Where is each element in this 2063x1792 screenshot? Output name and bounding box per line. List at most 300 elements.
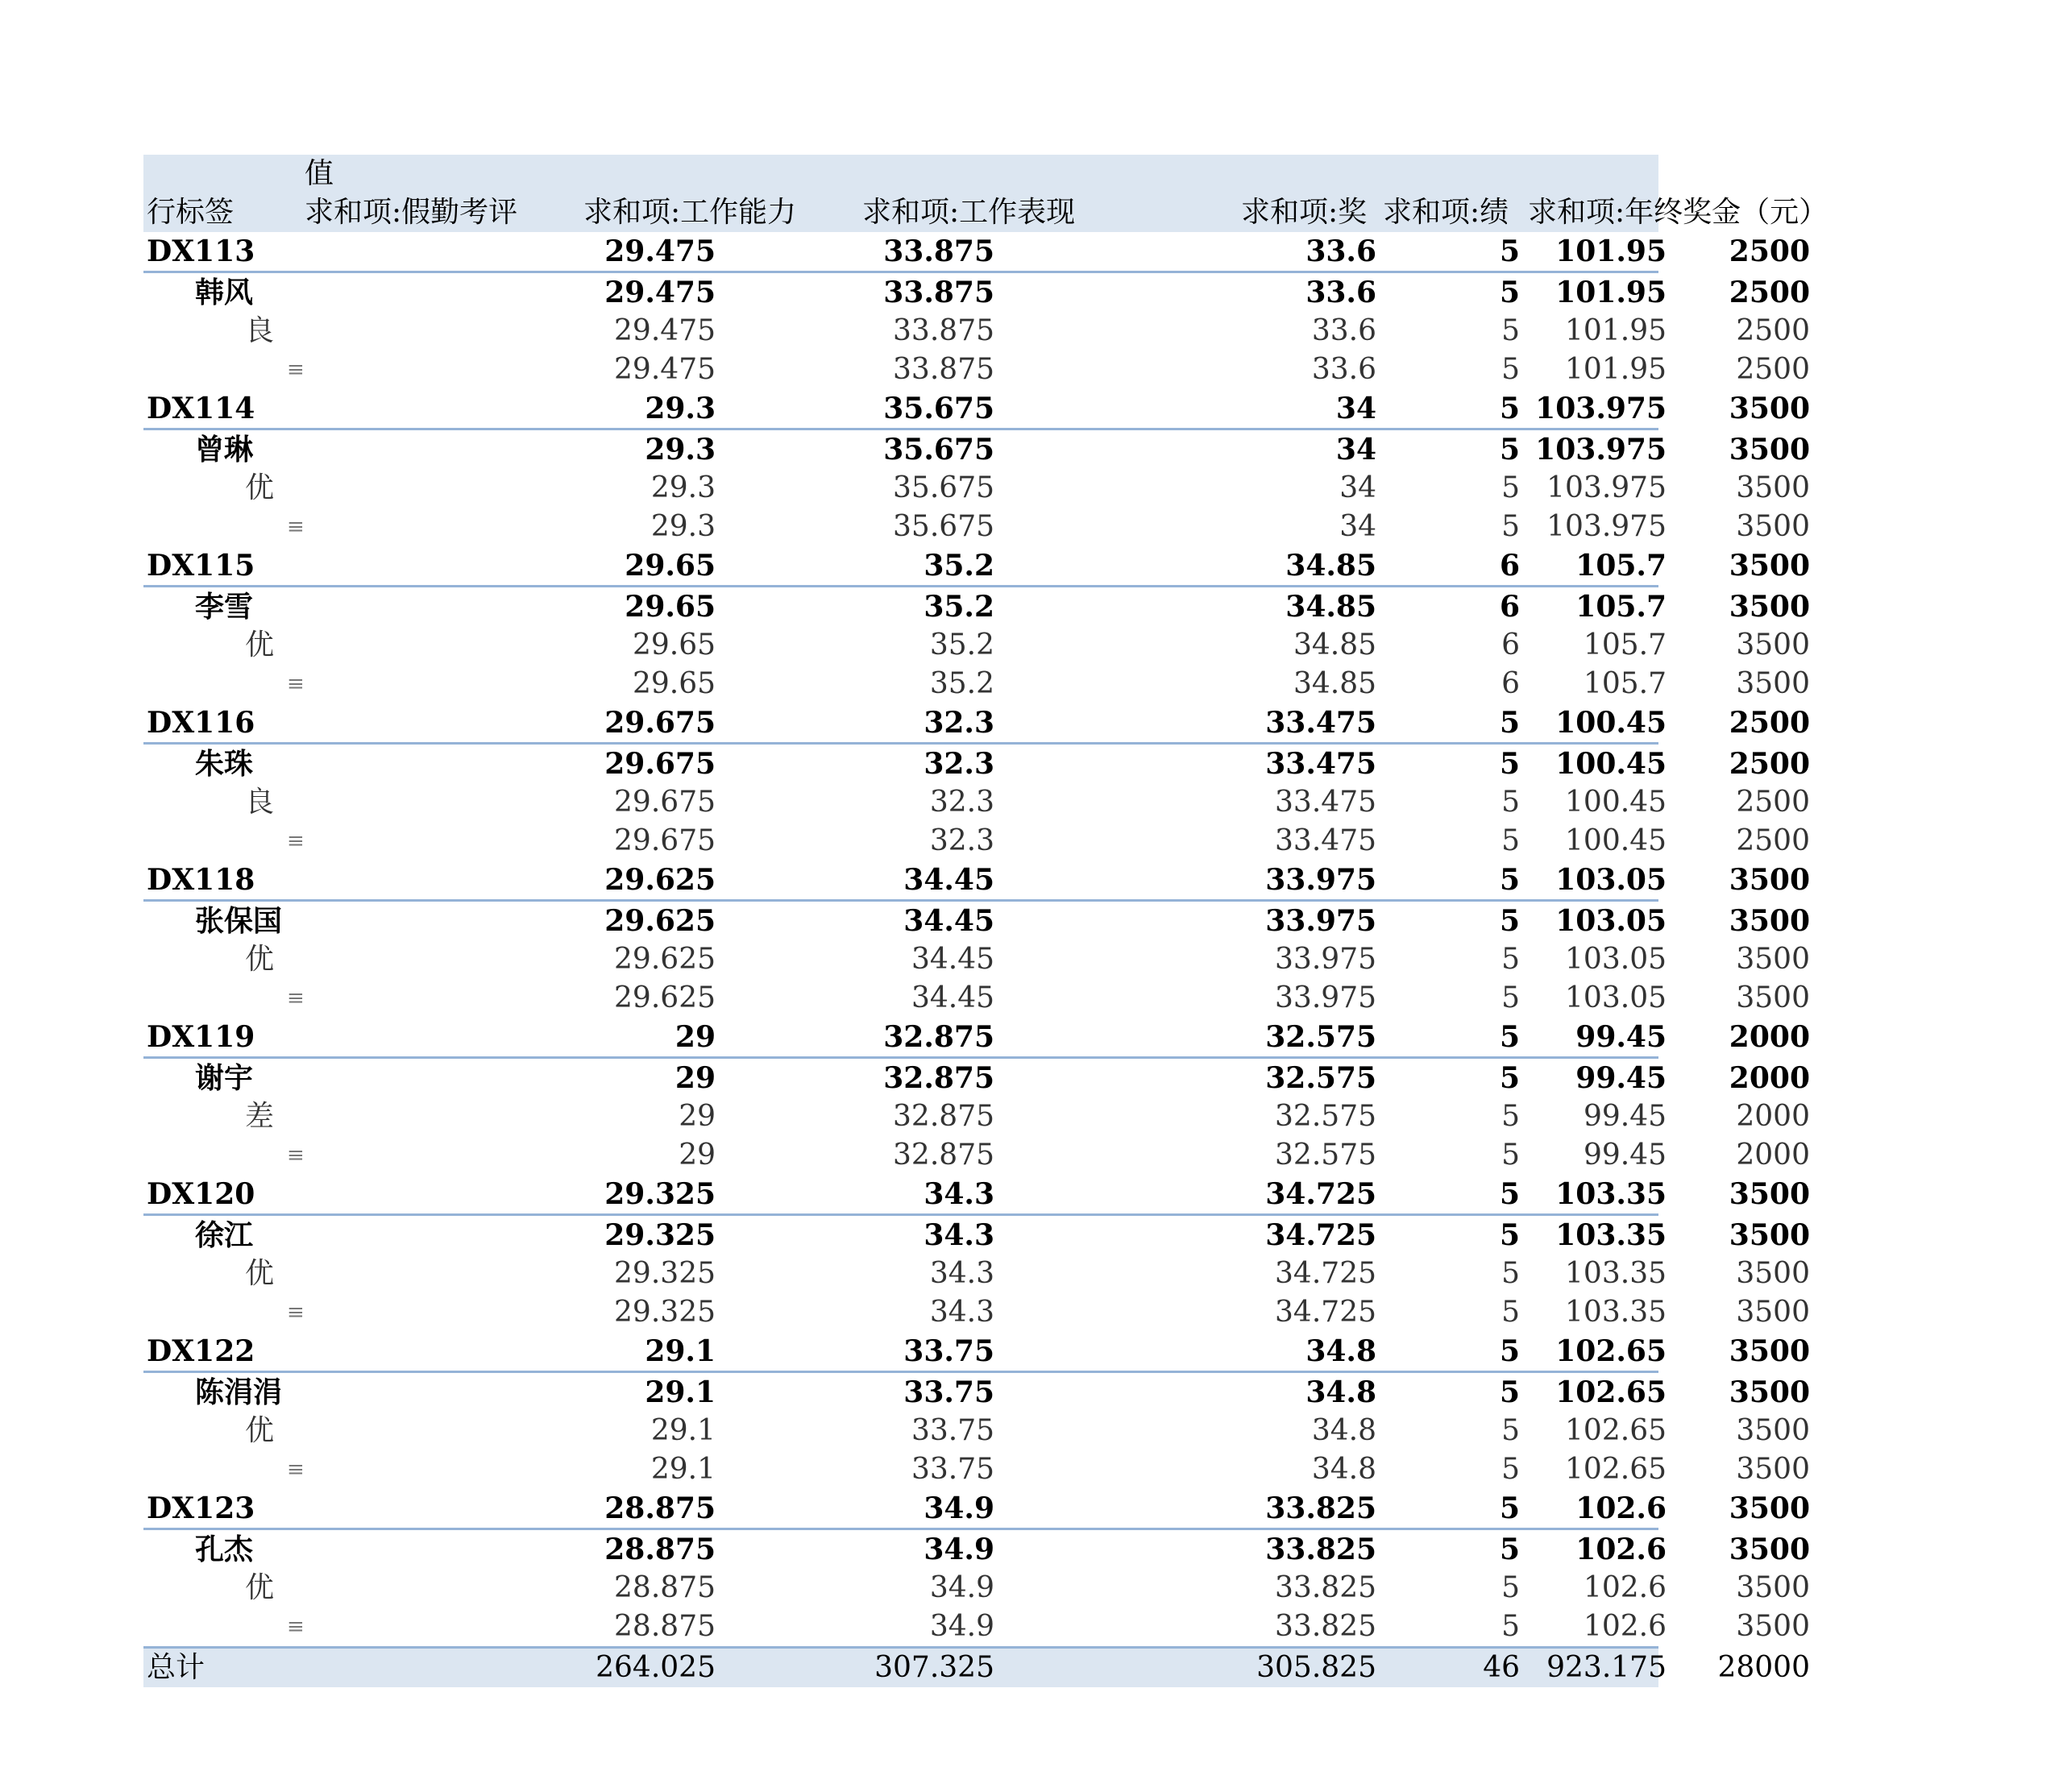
- row-sub-group[interactable]: [143, 1450, 1810, 1489]
- award-cell[interactable]: 5: [1501, 1296, 1520, 1329]
- ability-cell[interactable]: 33.875: [893, 353, 994, 386]
- row-name-group[interactable]: [143, 273, 1810, 312]
- performance-cell[interactable]: 34: [1335, 433, 1376, 467]
- grade-label[interactable]: 优: [245, 943, 275, 976]
- award-cell[interactable]: 5: [1501, 471, 1520, 504]
- sub-item-label[interactable]: ≡: [287, 672, 305, 696]
- attendance-cell[interactable]: 28.875: [604, 1533, 716, 1566]
- merit-cell[interactable]: 102.65: [1565, 1453, 1667, 1486]
- performance-cell[interactable]: 34.85: [1293, 628, 1376, 662]
- attendance-cell[interactable]: 29.1: [650, 1453, 716, 1486]
- grade-label[interactable]: 优: [245, 471, 275, 504]
- performance-cell[interactable]: 34: [1335, 392, 1376, 425]
- merit-cell[interactable]: 102.65: [1555, 1375, 1667, 1409]
- attendance-cell[interactable]: 29.625: [604, 904, 716, 938]
- employee-name-label[interactable]: 韩风: [195, 276, 254, 309]
- merit-cell[interactable]: 101.95: [1565, 314, 1667, 347]
- grade-label[interactable]: 优: [245, 1257, 275, 1290]
- row-grand-total[interactable]: [143, 1646, 1810, 1687]
- award-cell[interactable]: 5: [1499, 1061, 1520, 1095]
- performance-cell[interactable]: 33.825: [1265, 1533, 1376, 1566]
- merit-cell[interactable]: 105.7: [1583, 667, 1667, 700]
- performance-cell[interactable]: 34.725: [1265, 1218, 1376, 1252]
- merit-cell[interactable]: 102.6: [1583, 1571, 1667, 1604]
- employee-name-label[interactable]: 李雪: [195, 590, 254, 624]
- merit-cell[interactable]: 103.05: [1555, 904, 1667, 938]
- sub-item-label[interactable]: ≡: [287, 986, 305, 1010]
- bonus-cell[interactable]: 3500: [1736, 667, 1810, 700]
- merit-cell[interactable]: 101.95: [1565, 353, 1667, 386]
- ability-cell[interactable]: 35.675: [893, 510, 994, 543]
- col-header-award[interactable]: 求和项:奖: [1241, 196, 1368, 229]
- row-id-group[interactable]: [143, 1018, 1810, 1059]
- award-cell[interactable]: 5: [1501, 314, 1520, 347]
- row-sub-group[interactable]: [143, 1136, 1810, 1175]
- ability-cell[interactable]: 32.875: [883, 1020, 994, 1054]
- merit-cell[interactable]: 103.35: [1565, 1257, 1667, 1290]
- ability-cell[interactable]: 33.875: [893, 314, 994, 347]
- row-id-group[interactable]: [143, 1332, 1810, 1373]
- grade-label[interactable]: 差: [245, 1100, 275, 1133]
- row-sub-group[interactable]: [143, 1607, 1810, 1646]
- performance-cell[interactable]: 33.6: [1311, 353, 1376, 386]
- award-cell[interactable]: 5: [1501, 1257, 1520, 1290]
- employee-name-label[interactable]: 徐江: [195, 1218, 254, 1252]
- ability-cell[interactable]: 33.875: [883, 234, 994, 268]
- bonus-cell[interactable]: 3500: [1729, 433, 1810, 467]
- merit-cell[interactable]: 99.45: [1583, 1100, 1667, 1133]
- bonus-cell[interactable]: 3500: [1736, 1257, 1810, 1290]
- bonus-cell[interactable]: 3500: [1729, 1533, 1810, 1566]
- merit-cell[interactable]: 105.7: [1575, 590, 1667, 624]
- merit-cell[interactable]: 103.05: [1565, 981, 1667, 1014]
- performance-cell[interactable]: 33.825: [1275, 1610, 1376, 1643]
- attendance-cell[interactable]: 29.3: [645, 433, 716, 467]
- ability-cell[interactable]: 33.875: [883, 276, 994, 309]
- merit-cell[interactable]: 102.65: [1555, 1334, 1667, 1368]
- ability-cell[interactable]: 33.75: [903, 1375, 994, 1409]
- merit-cell[interactable]: 100.45: [1555, 706, 1667, 740]
- award-cell[interactable]: 5: [1499, 747, 1520, 781]
- row-name-group[interactable]: [143, 1373, 1810, 1412]
- sub-item-label[interactable]: ≡: [287, 829, 305, 853]
- award-cell[interactable]: 6: [1501, 628, 1520, 662]
- performance-cell[interactable]: 33.475: [1265, 747, 1376, 781]
- performance-cell[interactable]: 34.8: [1311, 1453, 1376, 1486]
- employee-id-label[interactable]: DX113: [147, 234, 255, 268]
- ability-cell[interactable]: 34.45: [911, 981, 994, 1014]
- performance-cell[interactable]: 34: [1339, 510, 1376, 543]
- employee-id-label[interactable]: DX114: [147, 392, 255, 425]
- bonus-cell[interactable]: 3500: [1736, 628, 1810, 662]
- award-cell[interactable]: 5: [1499, 904, 1520, 938]
- ability-cell[interactable]: 34.45: [903, 863, 994, 897]
- performance-cell[interactable]: 34.725: [1275, 1257, 1376, 1290]
- performance-cell[interactable]: 33.475: [1275, 824, 1376, 857]
- ability-cell[interactable]: 35.2: [924, 590, 994, 624]
- performance-cell[interactable]: 33.975: [1265, 863, 1376, 897]
- attendance-cell[interactable]: 29.325: [614, 1257, 716, 1290]
- row-name-group[interactable]: [143, 430, 1810, 469]
- grade-label[interactable]: 优: [245, 628, 275, 662]
- ability-cell[interactable]: 35.675: [883, 433, 994, 467]
- row-sub-group[interactable]: [143, 979, 1810, 1018]
- row-id-group[interactable]: [143, 232, 1810, 273]
- attendance-cell[interactable]: 28.875: [604, 1491, 716, 1525]
- attendance-cell[interactable]: 29.65: [632, 667, 716, 700]
- bonus-cell[interactable]: 3500: [1736, 471, 1810, 504]
- bonus-cell[interactable]: 2000: [1736, 1139, 1810, 1172]
- award-cell[interactable]: 5: [1501, 510, 1520, 543]
- bonus-cell[interactable]: 3500: [1729, 863, 1810, 897]
- grade-label[interactable]: 优: [245, 1414, 275, 1447]
- ability-cell[interactable]: 34.9: [924, 1533, 994, 1566]
- ability-cell[interactable]: 34.3: [924, 1218, 994, 1252]
- employee-name-label[interactable]: 陈涓涓: [195, 1375, 283, 1409]
- ability-cell[interactable]: 32.875: [893, 1100, 994, 1133]
- row-name-group[interactable]: [143, 1530, 1810, 1569]
- attendance-cell[interactable]: 29.1: [645, 1334, 716, 1368]
- ability-cell[interactable]: 35.2: [929, 628, 994, 662]
- bonus-cell[interactable]: 3500: [1736, 943, 1810, 976]
- employee-id-label[interactable]: DX115: [147, 549, 255, 583]
- attendance-cell[interactable]: 29.625: [614, 981, 716, 1014]
- attendance-cell[interactable]: 264.025: [596, 1651, 716, 1684]
- performance-cell[interactable]: 33.475: [1275, 786, 1376, 819]
- performance-cell[interactable]: 305.825: [1256, 1651, 1376, 1684]
- employee-name-label[interactable]: 曾琳: [195, 433, 254, 467]
- attendance-cell[interactable]: 29.675: [614, 824, 716, 857]
- row-grade-group[interactable]: [143, 469, 1810, 508]
- attendance-cell[interactable]: 29.475: [604, 276, 716, 309]
- performance-cell[interactable]: 33.6: [1305, 276, 1376, 309]
- row-id-group[interactable]: [143, 861, 1810, 902]
- attendance-cell[interactable]: 29: [679, 1100, 716, 1133]
- performance-cell[interactable]: 34.85: [1285, 590, 1376, 624]
- performance-cell[interactable]: 33.475: [1265, 706, 1376, 740]
- ability-cell[interactable]: 32.3: [924, 706, 994, 740]
- attendance-cell[interactable]: 29.475: [614, 353, 716, 386]
- merit-cell[interactable]: 103.05: [1555, 863, 1667, 897]
- award-cell[interactable]: 5: [1501, 1610, 1520, 1643]
- row-grade-group[interactable]: [143, 783, 1810, 822]
- attendance-cell[interactable]: 29.3: [650, 471, 716, 504]
- performance-cell[interactable]: 33.825: [1265, 1491, 1376, 1525]
- merit-cell[interactable]: 100.45: [1565, 824, 1667, 857]
- employee-id-label[interactable]: DX123: [147, 1491, 255, 1525]
- performance-cell[interactable]: 34.8: [1305, 1334, 1376, 1368]
- performance-cell[interactable]: 33.6: [1311, 314, 1376, 347]
- employee-id-label[interactable]: DX116: [147, 706, 255, 740]
- award-cell[interactable]: 5: [1501, 1453, 1520, 1486]
- row-grade-group[interactable]: [143, 626, 1810, 665]
- merit-cell[interactable]: 103.975: [1535, 392, 1667, 425]
- sub-item-label[interactable]: ≡: [287, 1615, 305, 1639]
- award-cell[interactable]: 5: [1501, 353, 1520, 386]
- row-name-group[interactable]: [143, 1059, 1810, 1097]
- merit-cell[interactable]: 105.7: [1575, 549, 1667, 583]
- ability-cell[interactable]: 307.325: [874, 1651, 994, 1684]
- merit-cell[interactable]: 102.65: [1565, 1414, 1667, 1447]
- sub-item-label[interactable]: ≡: [287, 358, 305, 382]
- row-grade-group[interactable]: [143, 1255, 1810, 1293]
- performance-cell[interactable]: 34: [1339, 471, 1376, 504]
- attendance-cell[interactable]: 29.475: [614, 314, 716, 347]
- merit-cell[interactable]: 101.95: [1555, 234, 1667, 268]
- merit-cell[interactable]: 99.45: [1583, 1139, 1667, 1172]
- performance-cell[interactable]: 34.8: [1305, 1375, 1376, 1409]
- merit-cell[interactable]: 100.45: [1565, 786, 1667, 819]
- employee-name-label[interactable]: 张保国: [195, 904, 283, 938]
- row-sub-group[interactable]: [143, 351, 1810, 389]
- ability-cell[interactable]: 32.875: [883, 1061, 994, 1095]
- bonus-cell[interactable]: 2500: [1736, 786, 1810, 819]
- merit-cell[interactable]: 101.95: [1555, 276, 1667, 309]
- merit-cell[interactable]: 103.975: [1546, 471, 1667, 504]
- grade-label[interactable]: 优: [245, 1571, 275, 1604]
- sub-item-label[interactable]: ≡: [287, 515, 305, 539]
- bonus-cell[interactable]: 28000: [1717, 1651, 1810, 1684]
- award-cell[interactable]: 5: [1501, 824, 1520, 857]
- merit-cell[interactable]: 99.45: [1575, 1020, 1667, 1054]
- merit-cell[interactable]: 103.05: [1565, 943, 1667, 976]
- bonus-cell[interactable]: 3500: [1736, 1571, 1810, 1604]
- attendance-cell[interactable]: 29.65: [625, 590, 716, 624]
- row-name-group[interactable]: [143, 1216, 1810, 1255]
- employee-id-label[interactable]: DX122: [147, 1334, 255, 1368]
- bonus-cell[interactable]: 3500: [1729, 1218, 1810, 1252]
- award-cell[interactable]: 5: [1499, 706, 1520, 740]
- bonus-cell[interactable]: 2000: [1729, 1020, 1810, 1054]
- attendance-cell[interactable]: 29.475: [604, 234, 716, 268]
- ability-cell[interactable]: 34.9: [924, 1491, 994, 1525]
- bonus-cell[interactable]: 3500: [1736, 1610, 1810, 1643]
- award-cell[interactable]: 5: [1499, 1218, 1520, 1252]
- grand-total-label[interactable]: 总计: [147, 1651, 205, 1684]
- performance-cell[interactable]: 34.85: [1293, 667, 1376, 700]
- merit-cell[interactable]: 103.35: [1565, 1296, 1667, 1329]
- bonus-cell[interactable]: 3500: [1736, 1296, 1810, 1329]
- performance-cell[interactable]: 32.575: [1265, 1061, 1376, 1095]
- bonus-cell[interactable]: 2500: [1736, 353, 1810, 386]
- row-grade-group[interactable]: [143, 940, 1810, 979]
- bonus-cell[interactable]: 3500: [1729, 1177, 1810, 1211]
- award-cell[interactable]: 5: [1501, 1100, 1520, 1133]
- award-cell[interactable]: 46: [1483, 1651, 1520, 1684]
- award-cell[interactable]: 5: [1501, 943, 1520, 976]
- performance-cell[interactable]: 34.725: [1265, 1177, 1376, 1211]
- attendance-cell[interactable]: 29.3: [645, 392, 716, 425]
- ability-cell[interactable]: 32.3: [929, 824, 994, 857]
- bonus-cell[interactable]: 2500: [1736, 314, 1810, 347]
- performance-cell[interactable]: 33.825: [1275, 1571, 1376, 1604]
- award-cell[interactable]: 5: [1501, 1571, 1520, 1604]
- attendance-cell[interactable]: 29.1: [650, 1414, 716, 1447]
- attendance-cell[interactable]: 29.325: [604, 1218, 716, 1252]
- merit-cell[interactable]: 102.6: [1575, 1533, 1667, 1566]
- ability-cell[interactable]: 34.3: [929, 1257, 994, 1290]
- merit-cell[interactable]: 923.175: [1546, 1651, 1667, 1684]
- ability-cell[interactable]: 34.3: [929, 1296, 994, 1329]
- bonus-cell[interactable]: 2500: [1729, 276, 1810, 309]
- merit-cell[interactable]: 103.975: [1535, 433, 1667, 467]
- merit-cell[interactable]: 100.45: [1555, 747, 1667, 781]
- attendance-cell[interactable]: 29.675: [604, 706, 716, 740]
- award-cell[interactable]: 5: [1499, 1177, 1520, 1211]
- row-id-group[interactable]: [143, 1175, 1810, 1216]
- row-name-group[interactable]: [143, 745, 1810, 783]
- ability-cell[interactable]: 34.45: [911, 943, 994, 976]
- award-cell[interactable]: 5: [1501, 1414, 1520, 1447]
- bonus-cell[interactable]: 2500: [1736, 824, 1810, 857]
- bonus-cell[interactable]: 3500: [1729, 1334, 1810, 1368]
- sub-item-label[interactable]: ≡: [287, 1458, 305, 1482]
- bonus-cell[interactable]: 2500: [1729, 706, 1810, 740]
- performance-cell[interactable]: 32.575: [1265, 1020, 1376, 1054]
- ability-cell[interactable]: 34.9: [929, 1610, 994, 1643]
- row-grade-group[interactable]: [143, 312, 1810, 351]
- performance-cell[interactable]: 34.85: [1285, 549, 1376, 583]
- award-cell[interactable]: 5: [1499, 276, 1520, 309]
- bonus-cell[interactable]: 3500: [1729, 549, 1810, 583]
- bonus-cell[interactable]: 3500: [1729, 1491, 1810, 1525]
- merit-cell[interactable]: 99.45: [1575, 1061, 1667, 1095]
- grade-label[interactable]: 良: [245, 314, 275, 347]
- bonus-cell[interactable]: 3500: [1736, 981, 1810, 1014]
- attendance-cell[interactable]: 28.875: [614, 1610, 716, 1643]
- employee-name-label[interactable]: 朱珠: [195, 747, 254, 781]
- attendance-cell[interactable]: 29.625: [604, 863, 716, 897]
- award-cell[interactable]: 5: [1499, 1020, 1520, 1054]
- bonus-cell[interactable]: 3500: [1729, 1375, 1810, 1409]
- attendance-cell[interactable]: 29: [675, 1061, 716, 1095]
- row-id-group[interactable]: [143, 703, 1810, 745]
- award-cell[interactable]: 5: [1499, 433, 1520, 467]
- row-grade-group[interactable]: [143, 1412, 1810, 1450]
- attendance-cell[interactable]: 29.3: [650, 510, 716, 543]
- performance-cell[interactable]: 34.8: [1311, 1414, 1376, 1447]
- ability-cell[interactable]: 34.9: [929, 1571, 994, 1604]
- award-cell[interactable]: 5: [1499, 392, 1520, 425]
- row-sub-group[interactable]: [143, 508, 1810, 546]
- merit-cell[interactable]: 102.6: [1575, 1491, 1667, 1525]
- col-header-attendance[interactable]: 求和项:假勤考评: [305, 196, 518, 229]
- bonus-cell[interactable]: 3500: [1736, 1453, 1810, 1486]
- award-cell[interactable]: 6: [1501, 667, 1520, 700]
- ability-cell[interactable]: 33.75: [911, 1453, 994, 1486]
- bonus-cell[interactable]: 3500: [1736, 1414, 1810, 1447]
- ability-cell[interactable]: 35.2: [924, 549, 994, 583]
- employee-name-label[interactable]: 孔杰: [195, 1533, 254, 1566]
- ability-cell[interactable]: 33.75: [903, 1334, 994, 1368]
- sub-item-label[interactable]: ≡: [287, 1300, 305, 1325]
- attendance-cell[interactable]: 28.875: [614, 1571, 716, 1604]
- row-id-group[interactable]: [143, 1489, 1810, 1530]
- row-labels-header[interactable]: 行标签: [147, 196, 235, 229]
- award-cell[interactable]: 5: [1501, 1139, 1520, 1172]
- merit-cell[interactable]: 103.975: [1546, 510, 1667, 543]
- ability-cell[interactable]: 34.3: [924, 1177, 994, 1211]
- attendance-cell[interactable]: 29: [675, 1020, 716, 1054]
- attendance-cell[interactable]: 29.65: [632, 628, 716, 662]
- award-cell[interactable]: 6: [1499, 590, 1520, 624]
- award-cell[interactable]: 5: [1499, 1491, 1520, 1525]
- performance-cell[interactable]: 34.725: [1275, 1296, 1376, 1329]
- award-cell[interactable]: 5: [1499, 1334, 1520, 1368]
- ability-cell[interactable]: 33.75: [911, 1414, 994, 1447]
- employee-name-label[interactable]: 谢宇: [195, 1061, 254, 1095]
- sub-item-label[interactable]: ≡: [287, 1143, 305, 1168]
- ability-cell[interactable]: 35.675: [883, 392, 994, 425]
- col-header-merit[interactable]: 求和项:绩: [1383, 196, 1509, 229]
- bonus-cell[interactable]: 2000: [1729, 1061, 1810, 1095]
- award-cell[interactable]: 5: [1499, 863, 1520, 897]
- ability-cell[interactable]: 32.875: [893, 1139, 994, 1172]
- performance-cell[interactable]: 33.975: [1275, 981, 1376, 1014]
- award-cell[interactable]: 5: [1501, 786, 1520, 819]
- attendance-cell[interactable]: 29.325: [604, 1177, 716, 1211]
- col-header-bonus[interactable]: 求和项:年终奖金（元）: [1528, 196, 1828, 229]
- performance-cell[interactable]: 33.6: [1305, 234, 1376, 268]
- col-header-ability[interactable]: 求和项:工作能力: [583, 196, 797, 229]
- row-name-group[interactable]: [143, 902, 1810, 940]
- employee-id-label[interactable]: DX118: [147, 863, 255, 897]
- ability-cell[interactable]: 32.3: [929, 786, 994, 819]
- row-sub-group[interactable]: [143, 665, 1810, 703]
- col-header-performance[interactable]: 求和项:工作表现: [862, 196, 1076, 229]
- ability-cell[interactable]: 34.45: [903, 904, 994, 938]
- merit-cell[interactable]: 102.6: [1583, 1610, 1667, 1643]
- performance-cell[interactable]: 33.975: [1275, 943, 1376, 976]
- grade-label[interactable]: 良: [245, 786, 275, 819]
- award-cell[interactable]: 5: [1499, 1533, 1520, 1566]
- ability-cell[interactable]: 32.3: [924, 747, 994, 781]
- attendance-cell[interactable]: 29.625: [614, 943, 716, 976]
- bonus-cell[interactable]: 2500: [1729, 747, 1810, 781]
- merit-cell[interactable]: 105.7: [1583, 628, 1667, 662]
- attendance-cell[interactable]: 29.325: [614, 1296, 716, 1329]
- merit-cell[interactable]: 103.35: [1555, 1177, 1667, 1211]
- award-cell[interactable]: 5: [1501, 981, 1520, 1014]
- award-cell[interactable]: 5: [1499, 234, 1520, 268]
- row-id-group[interactable]: [143, 389, 1810, 430]
- bonus-cell[interactable]: 2000: [1736, 1100, 1810, 1133]
- ability-cell[interactable]: 35.2: [929, 667, 994, 700]
- employee-id-label[interactable]: DX120: [147, 1177, 255, 1211]
- row-grade-group[interactable]: [143, 1569, 1810, 1607]
- bonus-cell[interactable]: 3500: [1729, 392, 1810, 425]
- bonus-cell[interactable]: 2500: [1729, 234, 1810, 268]
- attendance-cell[interactable]: 29.675: [604, 747, 716, 781]
- attendance-cell[interactable]: 29.1: [645, 1375, 716, 1409]
- performance-cell[interactable]: 32.575: [1275, 1100, 1376, 1133]
- row-id-group[interactable]: [143, 546, 1810, 587]
- performance-cell[interactable]: 32.575: [1275, 1139, 1376, 1172]
- attendance-cell[interactable]: 29.65: [625, 549, 716, 583]
- bonus-cell[interactable]: 3500: [1729, 590, 1810, 624]
- attendance-cell[interactable]: 29: [679, 1139, 716, 1172]
- row-sub-group[interactable]: [143, 822, 1810, 861]
- bonus-cell[interactable]: 3500: [1736, 510, 1810, 543]
- attendance-cell[interactable]: 29.675: [614, 786, 716, 819]
- performance-cell[interactable]: 33.975: [1265, 904, 1376, 938]
- row-name-group[interactable]: [143, 587, 1810, 626]
- merit-cell[interactable]: 103.35: [1555, 1218, 1667, 1252]
- ability-cell[interactable]: 35.675: [893, 471, 994, 504]
- award-cell[interactable]: 5: [1499, 1375, 1520, 1409]
- row-sub-group[interactable]: [143, 1293, 1810, 1332]
- bonus-cell[interactable]: 3500: [1729, 904, 1810, 938]
